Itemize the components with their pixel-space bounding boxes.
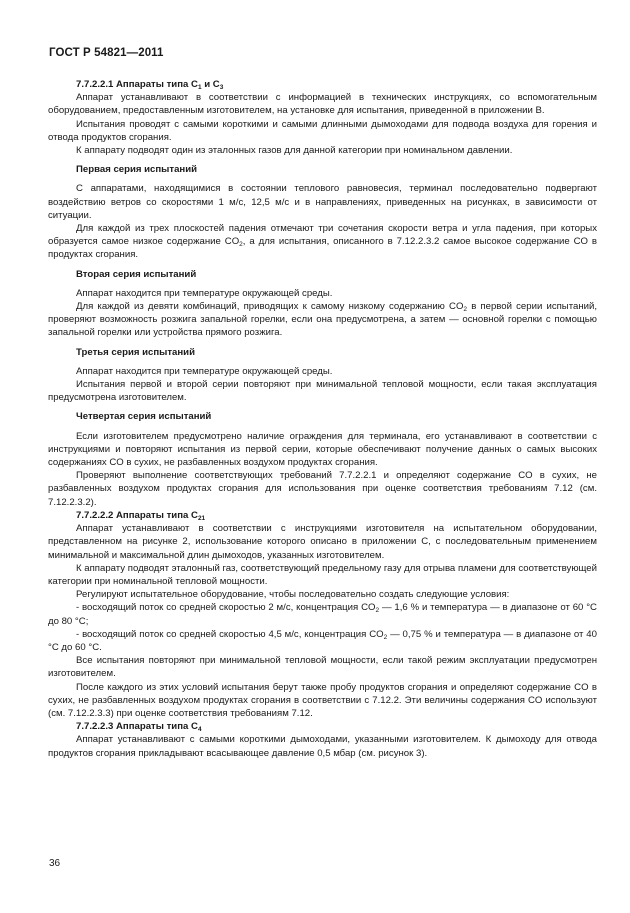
series-heading-third: Третья серия испытаний	[76, 346, 195, 358]
page-body	[48, 78, 597, 760]
paragraph: Аппарат устанавливают в соответствии с информацией в технических инструкциях, со вспомогательным оборудованием, предоставленным изготовителем, на установке для испытания, приведенной в приложении В.	[48, 92, 597, 117]
paragraph: Аппарат устанавливают с самыми короткими дымоходами, указанными изготовителем. К дымоходу для отвода продуктов сгорания прикладывают всасывающее давление 0,5 мбар (см. рисунок 3).	[48, 734, 597, 759]
list-item: - восходящий поток со средней скоростью 2 м/с, концентрация $CO_2$ — 1,6 % и температура — в диапазоне от 60 °С до 80 °С;	[48, 602, 597, 627]
series-heading-fourth: Четвертая серия испытаний	[76, 411, 212, 423]
paragraph: К аппарату подводят эталонный газ, соответствующий предельному газу для отрыва пламени для соответствующей категории при номинальной тепловой мощности.	[48, 562, 597, 587]
paragraph: С аппаратами, находящимися в состоянии теплового равновесия, терминал последовательно подвергают воздействию ветров со скоростями 1 м/с, 12,5 м/с и в направлениях, приведенных на рисунках, в зависимости от ситуации.	[48, 183, 597, 221]
paragraph: Аппарат находится при температуре окружающей среды.	[76, 287, 333, 299]
section-heading-c21: 7.7.2.2.2 Аппараты типа $C_{21}$	[76, 509, 206, 522]
paragraph: Регулируют испытательное оборудование, чтобы последовательно создать следующие условия:	[76, 589, 510, 601]
paragraph: Для каждой из трех плоскостей падения отмечают три сочетания скорости ветра и угла падения, при которых образуется самое низкое содержание $CO_2$, а для испытания, описанного в 7.12.2.3.2 самое высокое содержание CO в продуктах сгорания.	[48, 223, 597, 261]
paragraph: Для каждой из девяти комбинаций, приводящих к самому низкому содержанию $CO_2$ в первой серии испытаний, проверяют возможность розжига запальной горелки, если она предусмотрена, а затем — основной горелки с помощью запальной горелки или устройства прямого розжига.	[48, 301, 598, 339]
series-heading-second: Вторая серия испытаний	[76, 268, 197, 280]
paragraph: Аппарат находится при температуре окружающей среды.	[76, 365, 333, 377]
standard-number: ГОСТ Р 54821—2011	[49, 47, 164, 59]
paragraph: Если изготовителем предусмотрено наличие ограждения для терминала, его устанавливают в соответствии с инструкциями и повторяют испытания из первой серии, которые обеспечивают получение данных о самых высоких содержаниях CO в сухих, не разбавленных воздухом продуктах сгорания.	[48, 430, 597, 469]
page-number: 36	[49, 858, 61, 869]
paragraph: К аппарату подводят один из эталонных газов для данной категории при номинальном давлении.	[76, 145, 513, 157]
section-heading-c1-c3: 7.7.2.2.1 Аппараты типа $C_1$ и $C_3$	[76, 79, 224, 91]
section-heading-c4: 7.7.2.2.3 Аппараты типа $C_4$	[76, 721, 202, 734]
series-heading-first: Первая серия испытаний	[76, 164, 197, 176]
paragraph: Аппарат устанавливают в соответствии с инструкциями изготовителя на испытательном оборудовании, представленном на рисунке 2, использование которого описано в приложении С, с последовательным применением минимальной и максимальной длин дымоходов, указанных изготовителем.	[48, 523, 597, 561]
paragraph: Все испытания повторяют при минимальной тепловой мощности, если такой режим эксплуатации предусмотрен изготовителем.	[48, 655, 597, 680]
paragraph: После каждого из этих условий испытания берут также пробу продуктов сгорания и определяют содержание CO в сухих, не разбавленных воздухом продуктах сгорания в соответствии с 7.12.2. Эти величины содержания CO используют (см. 7.12.2.3.3) при оценке соответствия требованиям 7.12.	[48, 681, 597, 719]
paragraph: Испытания проводят с самыми короткими и самыми длинными дымоходами для подвода воздуха для горения и отвода продуктов сгорания.	[48, 118, 597, 143]
paragraph: Испытания первой и второй серии повторяют при минимальной тепловой мощности, если такая эксплуатация предусмотрена изготовителем.	[48, 379, 597, 404]
list-item: - восходящий поток со средней скоростью 4,5 м/с, концентрация $CO_2$ — 0,75 % и температура — в диапазоне от 40 °С до 60 °С.	[48, 628, 597, 653]
paragraph: Проверяют выполнение соответствующих требований 7.7.2.2.1 и определяют содержание CO в сухих, не разбавленных воздухом продуктах сгорания для использования при оценке соответствия требованиям 7.12 (см. 7.12.2.3.2).	[48, 470, 597, 508]
